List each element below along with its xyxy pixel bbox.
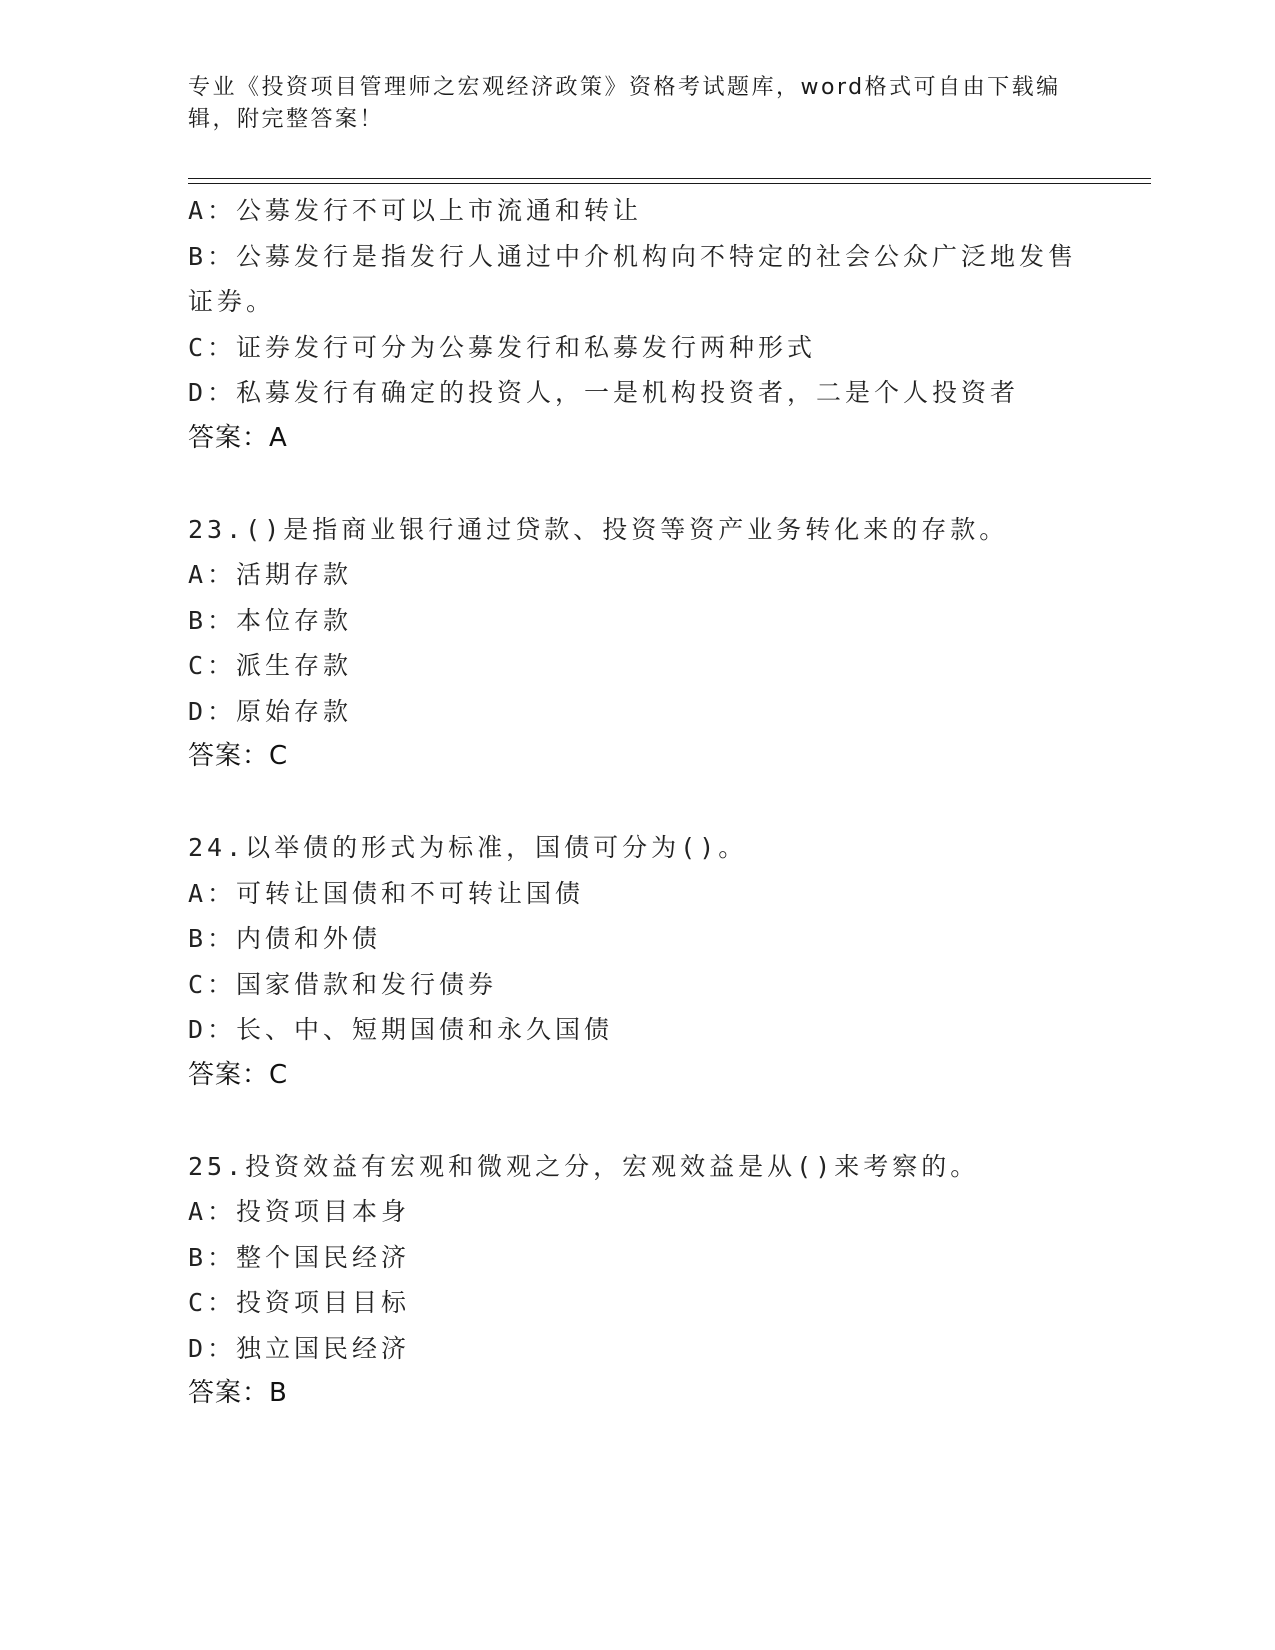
option-b: B：内债和外债 bbox=[188, 924, 382, 953]
document-header bbox=[188, 72, 1068, 136]
header-line-2: 辑，附完整答案！ bbox=[188, 107, 385, 132]
question-stem: 24.以举债的形式为标准，国债可分为()。 bbox=[188, 833, 748, 862]
option-a: A：活期存款 bbox=[188, 560, 353, 589]
answer: 答案：B bbox=[188, 1378, 288, 1408]
answer: 答案：C bbox=[188, 1059, 289, 1090]
option-d: D：独立国民经济 bbox=[188, 1333, 411, 1363]
option-b: B：整个国民经济 bbox=[188, 1242, 411, 1272]
header-divider-top bbox=[188, 178, 1151, 179]
option-a: A：可转让国债和不可转让国债 bbox=[188, 878, 585, 908]
option-a: A：公募发行不可以上市流通和转让 bbox=[188, 196, 643, 225]
question-23 bbox=[188, 507, 1088, 780]
answer: 答案：A bbox=[188, 422, 288, 453]
question-stem: 23.()是指商业银行通过贷款、投资等资产业务转化来的存款。 bbox=[188, 514, 1009, 544]
question-24 bbox=[188, 825, 1088, 1098]
option-c: C：派生存款 bbox=[188, 651, 353, 680]
spacer bbox=[188, 461, 1088, 507]
option-d: D：长、中、短期国债和永久国债 bbox=[188, 1015, 614, 1044]
option-a: A：投资项目本身 bbox=[188, 1197, 411, 1226]
option-c: C：投资项目目标 bbox=[188, 1288, 411, 1317]
question-stem: 25.投资效益有宏观和微观之分，宏观效益是从()来考察的。 bbox=[188, 1151, 980, 1181]
spacer bbox=[188, 780, 1088, 826]
option-c: C：证券发行可分为公募发行和私募发行两种形式 bbox=[188, 332, 817, 362]
header-line-1: 专业《投资项目管理师之宏观经济政策》资格考试题库，word格式可自由下载编 bbox=[188, 75, 1061, 100]
answer: 答案：C bbox=[188, 741, 289, 771]
question-list bbox=[188, 188, 1088, 1417]
option-c: C：国家借款和发行债券 bbox=[188, 969, 498, 999]
option-b: B：本位存款 bbox=[188, 605, 353, 635]
spacer bbox=[188, 1098, 1088, 1144]
option-d: D：私募发行有确定的投资人，一是机构投资者，二是个人投资者 bbox=[188, 378, 1020, 407]
option-d: D：原始存款 bbox=[188, 696, 353, 726]
header-divider-bottom bbox=[188, 183, 1151, 184]
question-25 bbox=[188, 1144, 1088, 1417]
option-b-continued: 证券。 bbox=[188, 287, 276, 316]
question-22 bbox=[188, 188, 1088, 461]
option-b: B：公募发行是指发行人通过中介机构向不特定的社会公众广泛地发售 bbox=[188, 241, 1078, 271]
